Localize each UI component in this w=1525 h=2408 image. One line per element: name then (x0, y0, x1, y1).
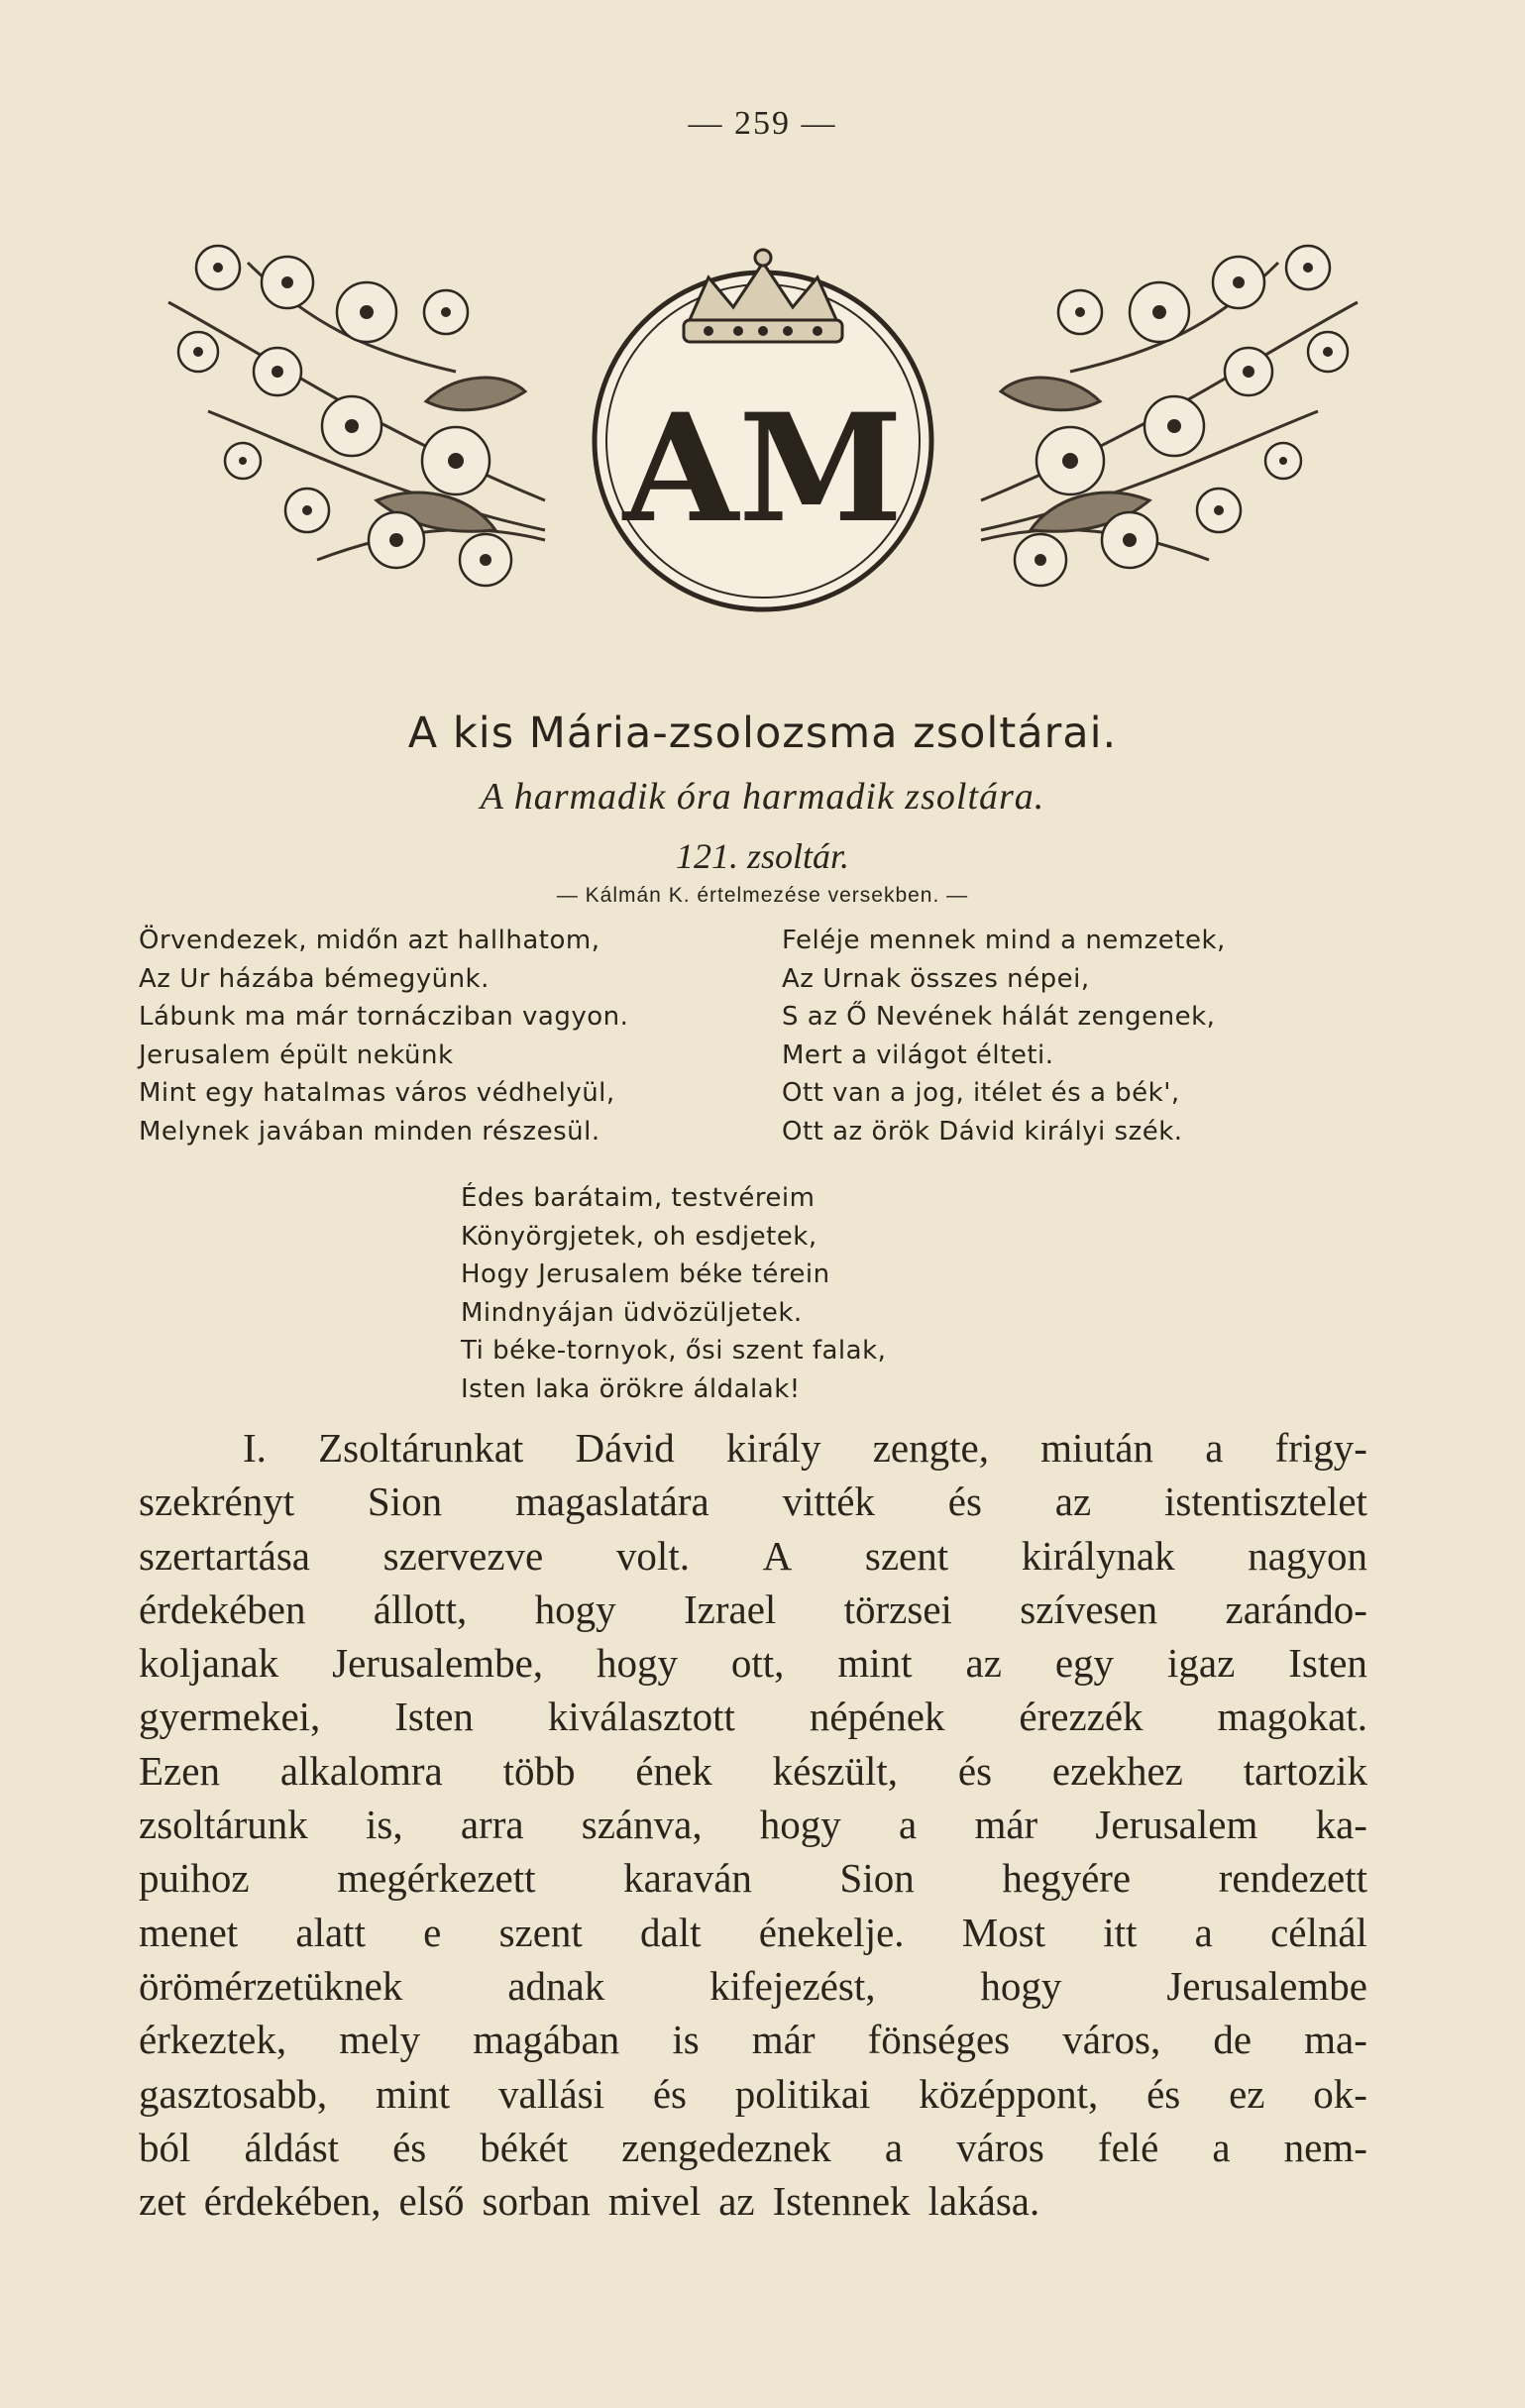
word: magokat. (1217, 1694, 1367, 1740)
commentary-paragraph (139, 1421, 1367, 2228)
paragraph-line (139, 1475, 1367, 1528)
verse-line: Feléje mennek mind a nemzetek, (782, 926, 1226, 955)
word: ka- (1315, 1802, 1367, 1848)
word: Sion (839, 1855, 915, 1902)
word: királynak (1021, 1532, 1175, 1579)
word: békét (480, 2124, 569, 2170)
word: állott, (373, 1586, 468, 1632)
paragraph-line (139, 1690, 1367, 1743)
word: Jerusalembe, (332, 1640, 544, 1687)
word: az (965, 1640, 1002, 1687)
word: érdekében, (203, 2178, 381, 2225)
word: nem- (1283, 2124, 1367, 2170)
word: város, (1062, 2017, 1161, 2063)
verse-line: Isten laka örökre áldalak! (461, 1373, 801, 1404)
paragraph-line (139, 2067, 1367, 2121)
word: vallási (497, 2070, 604, 2117)
word: A (762, 1532, 793, 1579)
word: már (974, 1802, 1038, 1848)
word: lakása. (927, 2178, 1040, 2225)
word: tartozik (1243, 1747, 1367, 1794)
word: szívesen (1020, 1586, 1158, 1632)
word: a (1212, 2124, 1231, 2170)
verse-line: Édes barátaim, testvéreim (461, 1183, 816, 1213)
word: adnak (507, 1962, 605, 2009)
paragraph-line (139, 1906, 1367, 1959)
verse-line: Mert a világot élteti. (782, 1040, 1054, 1070)
paragraph-line (139, 2174, 1367, 2228)
paragraph-line (139, 1529, 1367, 1583)
word: rendezett (1218, 1855, 1367, 1902)
word: zet (139, 2178, 186, 2225)
word: érkeztek, (139, 2017, 287, 2063)
verse-line: Mindnyájan üdvözüljetek. (461, 1297, 803, 1328)
word: és (652, 2070, 687, 2117)
verse-line: Ott van a jog, itélet és a bék', (782, 1078, 1180, 1108)
paragraph-line (139, 2013, 1367, 2066)
word: karaván (623, 1855, 752, 1902)
word: és (947, 1478, 982, 1525)
word: gasztosabb, (139, 2070, 328, 2117)
word: első (398, 2178, 465, 2225)
verse-line: Jerusalem épült nekünk (139, 1040, 454, 1070)
word: ok- (1313, 2070, 1367, 2117)
word: zengedeznek (621, 2124, 831, 2170)
paragraph-line (139, 1798, 1367, 1851)
word: örömérzetüknek (139, 1962, 403, 2009)
paragraph-line (139, 2121, 1367, 2174)
word: frigy- (1274, 1425, 1367, 1471)
chapter-subtitle: A harmadik óra harmadik zsoltára. (480, 776, 1045, 818)
word: hogy (759, 1802, 841, 1848)
word: és (392, 2124, 427, 2170)
word: koljanak (139, 1640, 279, 1687)
word: megérkezett (337, 1855, 536, 1902)
word: volt. (615, 1532, 690, 1579)
word: mint (837, 1640, 913, 1687)
psalm-number: 121. zsoltár. (675, 836, 850, 876)
word: Ezen (139, 1747, 220, 1794)
word: a (1205, 1425, 1224, 1471)
paragraph-line (139, 1851, 1367, 1905)
word: Most (961, 1909, 1046, 1955)
word: a (899, 1802, 918, 1848)
verse-line: Hogy Jerusalem béke térein (461, 1259, 830, 1289)
verse-line: Lábunk ma már tornácziban vagyon. (139, 1002, 629, 1032)
word: több (502, 1747, 576, 1794)
word: nagyon (1248, 1532, 1367, 1579)
word: is, (366, 1802, 403, 1848)
verse-stanza-right (782, 922, 1226, 1150)
word: város (956, 2124, 1044, 2170)
word: az (1054, 1478, 1092, 1525)
verse-line: Mint egy hatalmas város védhelyül, (139, 1078, 615, 1108)
word: ének (635, 1747, 712, 1794)
word: ma- (1304, 2017, 1367, 2063)
word: népének (809, 1694, 945, 1740)
floral-crown-monogram-ornament (129, 203, 1397, 639)
word: e (423, 1909, 442, 1955)
word: fönséges (867, 2017, 1011, 2063)
chapter-title: A kis Mária-zsolozsma zsoltárai. (407, 709, 1118, 758)
word: kiválasztott (547, 1694, 735, 1740)
word: alatt (295, 1909, 366, 1955)
word: és (957, 1747, 993, 1794)
word: I. (243, 1425, 267, 1471)
page-number: — 259 — (688, 105, 837, 142)
word: Jerusalembe (1166, 1962, 1367, 2009)
word: magában (473, 2017, 620, 2063)
word: Istennek (772, 2178, 911, 2225)
word: politikai (734, 2070, 871, 2117)
word: énekelje. (758, 1909, 905, 1955)
word: szent (498, 1909, 583, 1955)
word: érezzék (1019, 1694, 1144, 1740)
word: istentisztelet (1163, 1478, 1367, 1525)
word: középpont, (919, 2070, 1099, 2117)
verse-line: Ti béke-tornyok, ősi szent falak, (461, 1336, 887, 1366)
word: mint (375, 2070, 451, 2117)
word: király (725, 1425, 821, 1471)
verse-line: Melynek javában minden részesül. (139, 1116, 600, 1147)
word: miután (1040, 1425, 1154, 1471)
word: zarándo- (1225, 1586, 1367, 1632)
paragraph-line (139, 1421, 1367, 1475)
word: mivel (607, 2178, 702, 2225)
word: Sion (367, 1478, 443, 1525)
paragraph-line (139, 1959, 1367, 2013)
paragraph-line (139, 1744, 1367, 1798)
word: arra (460, 1802, 524, 1848)
word: magaslatára (514, 1478, 709, 1525)
verse-stanza-center (461, 1179, 886, 1408)
translation-attribution: — Kálmán K. értelmezése versekben. — (556, 884, 969, 907)
word: törzsei (843, 1586, 952, 1632)
word: szertartása (139, 1532, 310, 1579)
word: hegyére (1002, 1855, 1132, 1902)
verse-line: S az Ő Nevének hálát zengenek, (782, 1002, 1216, 1032)
paragraph-line (139, 1583, 1367, 1636)
word: készült, (772, 1747, 899, 1794)
word: ból (139, 2124, 191, 2170)
word: kifejezést, (709, 1962, 876, 2009)
verse-stanza-left (139, 922, 628, 1150)
word: érdekében (139, 1586, 306, 1632)
verse-line: Örvendezek, midőn azt hallhatom, (139, 926, 600, 955)
word: zsoltárunk (139, 1802, 308, 1848)
word: Dávid (575, 1425, 675, 1471)
word: zengte, (872, 1425, 989, 1471)
word: Jerusalem (1095, 1802, 1258, 1848)
word: Zsoltárunkat (318, 1425, 524, 1471)
word: szervezve (382, 1532, 544, 1579)
verse-line: Könyörgjetek, oh esdjetek, (461, 1221, 817, 1252)
word: menet (139, 1909, 239, 1955)
word: alkalomra (279, 1747, 443, 1794)
word: célnál (1270, 1909, 1367, 1955)
word: szánva, (581, 1802, 703, 1848)
word: hogy (534, 1586, 616, 1632)
word: ez (1229, 2070, 1265, 2117)
word: dalt (640, 1909, 702, 1955)
word: már (751, 2017, 816, 2063)
word: itt (1103, 1909, 1138, 1955)
word: hogy (596, 1640, 678, 1687)
word: ott, (730, 1640, 785, 1687)
word: egy (1054, 1640, 1115, 1687)
word: Izrael (684, 1586, 777, 1632)
verse-line: Ott az örök Dávid királyi szék. (782, 1116, 1183, 1147)
verse-line: Az Urnak összes népei, (782, 963, 1090, 994)
word: szekrényt (139, 1478, 295, 1525)
word: vitték (782, 1478, 875, 1525)
word: puihoz (139, 1855, 250, 1902)
word: ezekhez (1051, 1747, 1183, 1794)
word: Isten (394, 1694, 474, 1740)
word: az (718, 2178, 755, 2225)
word: de (1213, 2017, 1253, 2063)
word: is (672, 2017, 700, 2063)
word: gyermekei, (139, 1694, 321, 1740)
word: áldást (244, 2124, 340, 2170)
monogram-letters: AM (622, 382, 904, 556)
word: a (1194, 1909, 1213, 1955)
word: a (884, 2124, 904, 2170)
word: szent (864, 1532, 949, 1579)
verse-line: Az Ur házába bémegyünk. (139, 963, 490, 994)
word: igaz (1166, 1640, 1236, 1687)
paragraph-line (139, 1636, 1367, 1690)
word: Isten (1288, 1640, 1367, 1687)
word: és (1146, 2070, 1181, 2117)
word: felé (1097, 2124, 1159, 2170)
word: sorban (482, 2178, 591, 2225)
word: hogy (980, 1962, 1062, 2009)
word: mely (339, 2017, 421, 2063)
